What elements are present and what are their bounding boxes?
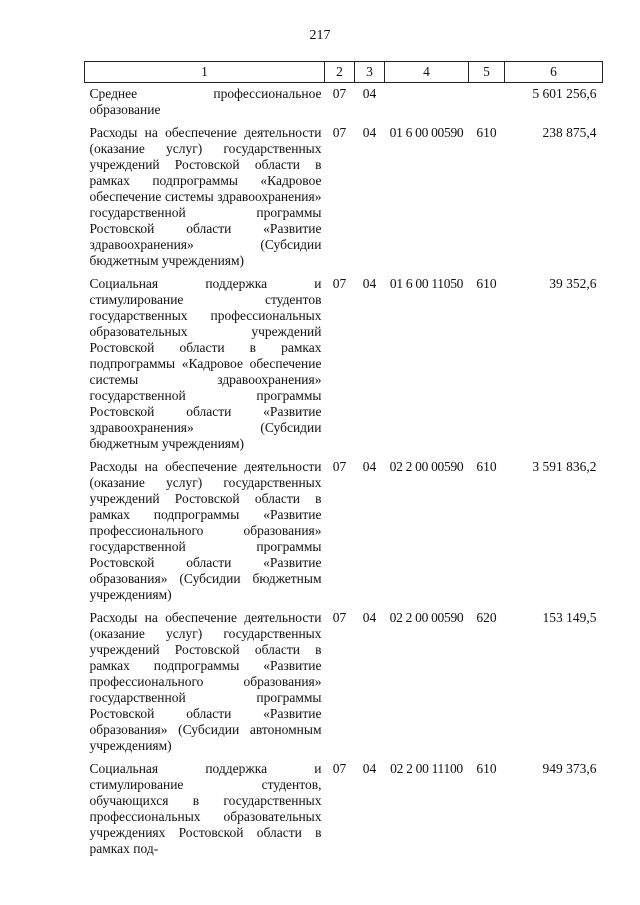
table-row (85, 118, 603, 269)
row-section: 07 (332, 459, 347, 474)
header-cell: 2 (325, 62, 355, 83)
header-cell: 6 (505, 62, 603, 83)
row-amount: 3 591 836,2 (532, 459, 597, 474)
row-section: 07 (332, 86, 347, 101)
row-amount: 238 875,4 (542, 125, 597, 140)
row-target-code: 02 2 00 00590 (389, 459, 464, 474)
row-subsection: 04 (362, 86, 377, 101)
row-target-code: 02 2 00 00590 (389, 610, 464, 625)
row-expense-type: 610 (476, 459, 497, 474)
row-description: Расходы на обеспечение деятельности (оказание услуг) государственных учреждений Ростовской области в рамках подпрограммы «Кадровое обеспечение системы здравоохранения» государственной программы Ростовской области «Развитие здравоохранения» (Субсидии бюджетным учреждениям) (89, 125, 322, 268)
row-amount: 949 373,6 (542, 761, 597, 776)
row-section: 07 (332, 610, 347, 625)
row-target-code (385, 83, 469, 119)
row-description: Среднее профессиональное образование (89, 86, 322, 117)
row-amount: 153 149,5 (542, 610, 597, 625)
row-expense-type: 610 (476, 761, 497, 776)
header-cell: 1 (85, 62, 325, 83)
budget-table (84, 61, 603, 857)
row-target-code: 01 6 00 00590 (389, 125, 464, 140)
row-description: Социальная поддержка и стимулирование студентов государственных профессиональных образовательных учреждений Ростовской области в рамках подпрограммы «Кадровое обеспечение системы здравоохранения» государственной программы Ростовской области «Развитие здравоохранения» (Субсидии бюджетным учреждениям) (89, 276, 322, 451)
row-section: 07 (332, 276, 347, 291)
row-amount: 39 352,6 (549, 276, 597, 291)
row-expense-type (469, 83, 505, 119)
row-subsection: 04 (362, 459, 377, 474)
row-expense-type: 610 (476, 276, 497, 291)
row-section: 07 (332, 761, 347, 776)
row-subsection: 04 (362, 125, 377, 140)
row-expense-type: 620 (476, 610, 497, 625)
row-subsection: 04 (362, 610, 377, 625)
row-description: Расходы на обеспечение деятельности (оказание услуг) государственных учреждений Ростовской области в рамках подпрограммы «Развитие профессионального образования» государственной программы Ростовской области «Развитие образования» (Субсидии бюджетным учреждениям) (89, 459, 322, 602)
header-cell: 5 (469, 62, 505, 83)
page-number: 217 (309, 28, 331, 43)
row-subsection: 04 (362, 761, 377, 776)
table-row (85, 603, 603, 754)
row-description: Расходы на обеспечение деятельности (оказание услуг) государственных учреждений Ростовской области в рамках подпрограммы «Развитие профессионального образования» государственной программы Ростовской области «Развитие образования» (Субсидии автономным учреждениям) (89, 610, 322, 753)
row-amount: 5 601 256,6 (532, 86, 597, 101)
row-target-code: 02 2 00 11100 (390, 761, 463, 776)
row-target-code: 01 6 00 11050 (389, 276, 464, 291)
row-section: 07 (332, 125, 347, 140)
table-row (85, 83, 603, 119)
table-header-row (85, 62, 603, 83)
row-subsection: 04 (362, 276, 377, 291)
header-cell: 4 (385, 62, 469, 83)
table-row (85, 269, 603, 452)
row-expense-type: 610 (476, 125, 497, 140)
header-cell: 3 (355, 62, 385, 83)
row-description: Социальная поддержка и стимулирование студентов, обучающихся в государственных профессиональных образовательных учреждениях Ростовской области в рамках под- (89, 761, 322, 856)
table-row (85, 754, 603, 857)
table-row (85, 452, 603, 603)
